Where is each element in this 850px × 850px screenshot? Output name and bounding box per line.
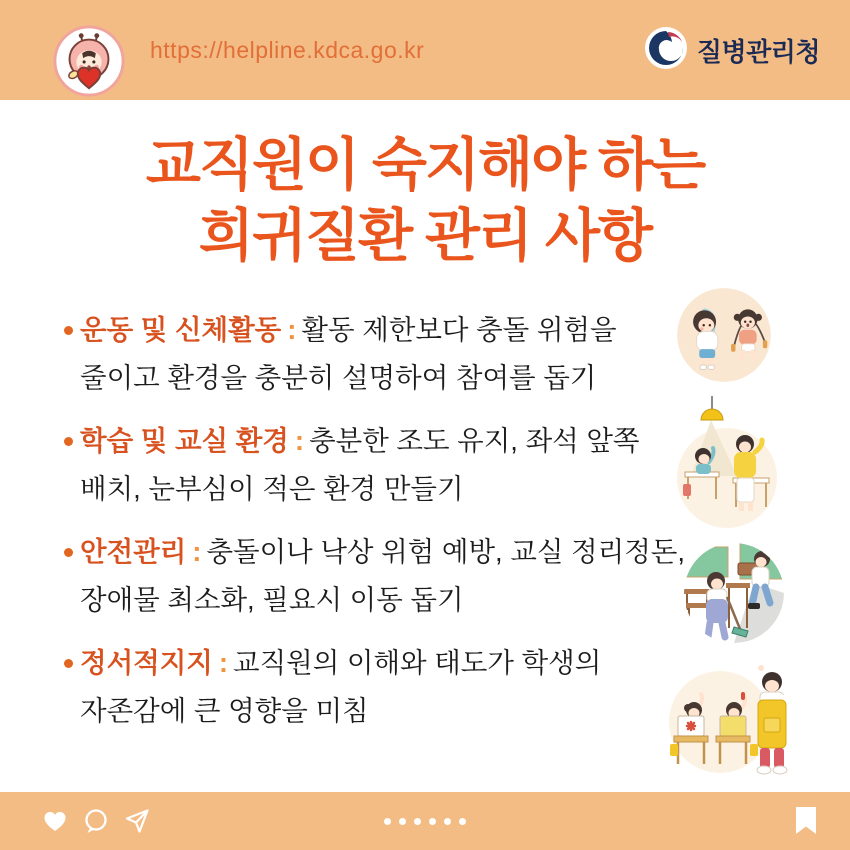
list-item-emotional-support bbox=[64, 639, 684, 735]
management-item-list bbox=[64, 306, 684, 750]
item-line1 bbox=[80, 639, 601, 687]
item-colon: : bbox=[294, 425, 305, 456]
item-line1 bbox=[80, 528, 685, 576]
item-line1 bbox=[80, 306, 617, 354]
page-title bbox=[0, 130, 850, 272]
bullet-dot-icon bbox=[64, 437, 73, 446]
item-body-line2: 배치, 눈부심이 적은 환경 만들기 bbox=[80, 473, 464, 504]
bullet-dot-icon bbox=[64, 548, 73, 557]
bullet-dot-icon bbox=[64, 659, 73, 668]
item-body-line2: 장애물 최소화, 필요시 이동 돕기 bbox=[80, 584, 464, 615]
item-body-line1: 충돌이나 낙상 위험 예방, 교실 정리정돈, bbox=[206, 536, 685, 567]
page-title-line1: 교직원이 숙지해야 하는 bbox=[145, 133, 705, 197]
illustration-art-class-support bbox=[668, 660, 798, 781]
item-label: 정서적지지 bbox=[80, 647, 213, 678]
pagination-dot bbox=[429, 818, 436, 825]
item-body-line2: 자존감에 큰 영향을 미침 bbox=[80, 695, 369, 726]
footer-band bbox=[0, 792, 850, 850]
agency-name: 질병관리청 bbox=[696, 36, 820, 67]
list-item-classroom-environment bbox=[64, 417, 684, 513]
item-label: 운동 및 신체활동 bbox=[80, 314, 282, 345]
list-item-exercise bbox=[64, 306, 684, 402]
item-colon: : bbox=[192, 536, 202, 567]
item-colon: : bbox=[218, 647, 228, 678]
korea-government-emblem-icon bbox=[644, 26, 688, 75]
carousel-pagination-dots bbox=[0, 792, 850, 850]
pagination-dot bbox=[399, 818, 406, 825]
item-colon: : bbox=[287, 314, 297, 345]
item-line1 bbox=[80, 417, 639, 465]
helpline-url: https://helpline.kdca.go.kr bbox=[150, 36, 425, 63]
item-body-line1: 교직원의 이해와 태도가 학생의 bbox=[233, 647, 602, 678]
agency-logo bbox=[644, 0, 820, 100]
kdca-mascot-icon bbox=[52, 24, 126, 98]
item-label: 안전관리 bbox=[80, 536, 187, 567]
pagination-dot bbox=[414, 818, 421, 825]
bookmark-icon[interactable] bbox=[795, 792, 817, 850]
item-body-line1: 활동 제한보다 충돌 위험을 bbox=[301, 314, 617, 345]
pagination-dot bbox=[459, 818, 466, 825]
item-label: 학습 및 교실 환경 bbox=[80, 425, 289, 456]
bullet-dot-icon bbox=[64, 326, 73, 335]
item-body-line2: 줄이고 환경을 충분히 설명하여 참여를 돕기 bbox=[80, 362, 597, 393]
list-item-safety bbox=[64, 528, 684, 624]
illustration-classroom-lighting bbox=[675, 396, 779, 535]
item-body-line1: 충분한 조도 유지, 좌석 앞쪽 bbox=[309, 425, 640, 456]
illustration-tidying-classroom bbox=[682, 541, 786, 650]
pagination-dot bbox=[384, 818, 391, 825]
page-title-line2: 희귀질환 관리 사항 bbox=[198, 204, 652, 268]
pagination-dot bbox=[444, 818, 451, 825]
illustration-children-exercising bbox=[671, 282, 777, 393]
header-band bbox=[0, 0, 850, 100]
